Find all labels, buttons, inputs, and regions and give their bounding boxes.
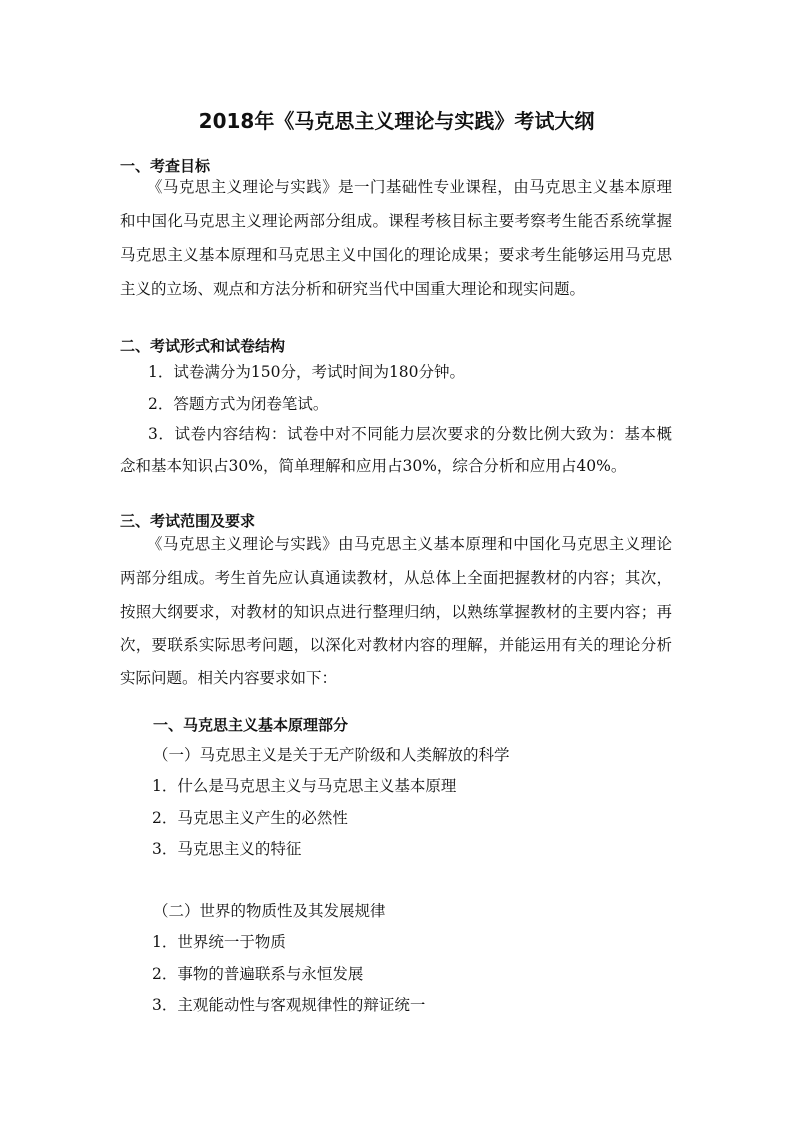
section-heading: 三、考试范围及要求 (120, 512, 256, 530)
list-item: 3．马克思主义的特征 (152, 840, 302, 858)
paragraph-line: 《马克思主义理论与实践》是一门基础性专业课程，由马克思主义基本原理 (147, 178, 672, 196)
paragraph-line: 马克思主义基本原理和马克思主义中国化的理论成果；要求考生能够运用马克思 (120, 246, 672, 264)
section-heading: 一、考查目标 (120, 157, 211, 175)
paragraph-line: 和中国化马克思主义理论两部分组成。课程考核目标主要考察考生能否系统掌握 (120, 212, 672, 230)
paragraph-line: 次，要联系实际思考问题，以深化对教材内容的理解，并能运用有关的理论分析 (120, 636, 672, 654)
paragraph-line: 《马克思主义理论与实践》由马克思主义基本原理和中国化马克思主义理论 (147, 535, 672, 553)
chapter-title: （二）世界的物质性及其发展规律 (153, 902, 386, 920)
paragraph-line: 按照大纲要求，对教材的知识点进行整理归纳，以熟练掌握教材的主要内容；再 (120, 603, 672, 621)
list-item: 2．事物的普遍联系与永恒发展 (152, 965, 364, 983)
paragraph-line: 主义的立场、观点和方法分析和研究当代中国重大理论和现实问题。 (120, 280, 586, 298)
document-title: 2018年《马克思主义理论与实践》考试大纲 (198, 109, 595, 133)
part-heading: 一、马克思主义基本原理部分 (153, 716, 349, 734)
list-item: 1．世界统一于物质 (152, 933, 286, 951)
list-item: 念和基本知识占30%，简单理解和应用占30%，综合分析和应用占40%。 (120, 457, 627, 475)
list-item: 1．试卷满分为150分，考试时间为180分钟。 (148, 363, 466, 381)
list-item: 3．主观能动性与客观规律性的辩证统一 (152, 996, 426, 1014)
paragraph-line: 两部分组成。考生首先应认真通读教材，从总体上全面把握教材的内容；其次， (120, 569, 672, 587)
section-heading: 二、考试形式和试卷结构 (120, 337, 286, 355)
paragraph-line: 实际问题。相关内容要求如下： (120, 669, 338, 687)
list-item: 1．什么是马克思主义与马克思主义基本原理 (152, 777, 457, 795)
list-item: 3．试卷内容结构：试卷中对不同能力层次要求的分数比例大致为：基本概 (148, 425, 672, 443)
list-item: 2．马克思主义产生的必然性 (152, 809, 348, 827)
chapter-title: （一）马克思主义是关于无产阶级和人类解放的科学 (153, 746, 510, 764)
list-item: 2．答题方式为闭卷笔试。 (148, 395, 329, 413)
